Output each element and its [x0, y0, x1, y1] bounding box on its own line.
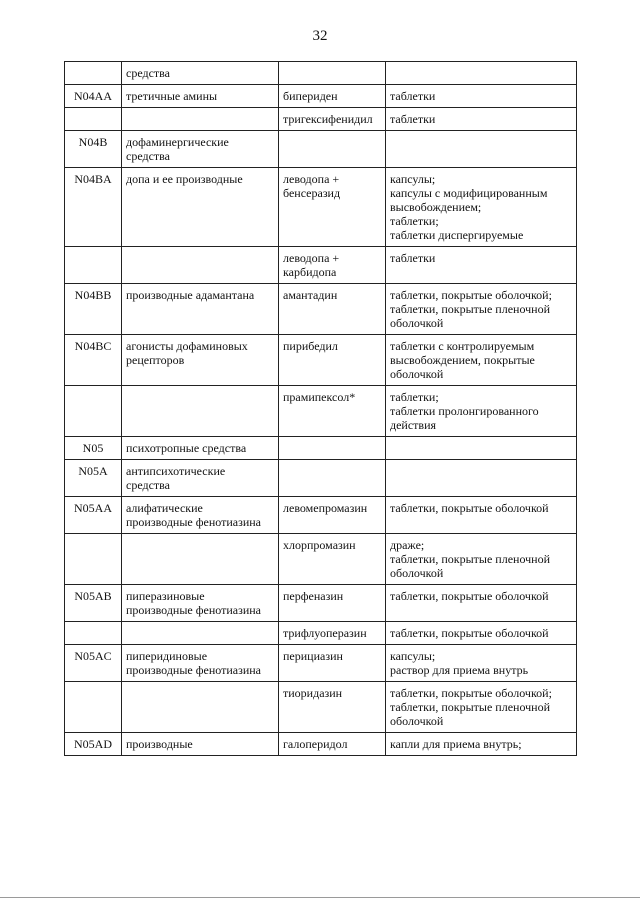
atc-code-cell: [65, 62, 122, 85]
substance-cell: хлорпромазин: [279, 534, 386, 585]
table-row: [65, 386, 577, 437]
dosage-form-cell: таблетки, покрытые оболочкой: [386, 622, 577, 645]
substance-cell: пирибедил: [279, 335, 386, 386]
dosage-form-cell: таблетки с контролируемым высвобождением, покрытые оболочкой: [386, 335, 577, 386]
table-row: [65, 62, 577, 85]
atc-code-cell: N04BC: [65, 335, 122, 386]
substance-cell: [279, 460, 386, 497]
table-row: [65, 585, 577, 622]
substance-cell: амантадин: [279, 284, 386, 335]
table-row: [65, 534, 577, 585]
substance-cell: галоперидол: [279, 733, 386, 756]
group-name-cell: агонисты дофаминовых рецепторов: [122, 335, 279, 386]
dosage-form-cell: таблетки: [386, 85, 577, 108]
scan-bottom-edge: [0, 897, 640, 898]
dosage-form-cell: таблетки: [386, 247, 577, 284]
table-row: [65, 437, 577, 460]
group-name-cell: [122, 108, 279, 131]
atc-code-cell: N05: [65, 437, 122, 460]
atc-code-cell: N04BA: [65, 168, 122, 247]
atc-code-cell: N05AD: [65, 733, 122, 756]
substance-cell: левомепромазин: [279, 497, 386, 534]
page-number: 32: [312, 28, 328, 44]
atc-drug-table: [64, 61, 577, 756]
group-name-cell: психотропные средства: [122, 437, 279, 460]
group-name-cell: [122, 534, 279, 585]
dosage-form-cell: [386, 131, 577, 168]
table-row: [65, 85, 577, 108]
dosage-form-cell: таблетки, покрытые оболочкой; таблетки, покрытые пленочной оболочкой: [386, 284, 577, 335]
table-row: [65, 168, 577, 247]
substance-cell: [279, 131, 386, 168]
dosage-form-cell: таблетки; таблетки пролонгированного действия: [386, 386, 577, 437]
table-row: [65, 497, 577, 534]
dosage-form-cell: [386, 460, 577, 497]
group-name-cell: допа и ее производные: [122, 168, 279, 247]
substance-cell: трифлуоперазин: [279, 622, 386, 645]
dosage-form-cell: таблетки, покрытые оболочкой: [386, 585, 577, 622]
group-name-cell: [122, 386, 279, 437]
dosage-form-cell: капсулы; капсулы с модифицированным высвобождением; таблетки; таблетки диспергируемые: [386, 168, 577, 247]
atc-code-cell: N05AC: [65, 645, 122, 682]
group-name-cell: третичные амины: [122, 85, 279, 108]
substance-cell: перфеназин: [279, 585, 386, 622]
atc-code-cell: [65, 247, 122, 284]
atc-code-cell: N05AA: [65, 497, 122, 534]
group-name-cell: дофаминергические средства: [122, 131, 279, 168]
table-row: [65, 284, 577, 335]
substance-cell: [279, 62, 386, 85]
atc-code-cell: N04AA: [65, 85, 122, 108]
table-row: [65, 131, 577, 168]
substance-cell: тиоридазин: [279, 682, 386, 733]
dosage-form-cell: драже; таблетки, покрытые пленочной оболочкой: [386, 534, 577, 585]
dosage-form-cell: [386, 437, 577, 460]
atc-code-cell: N04BB: [65, 284, 122, 335]
group-name-cell: [122, 622, 279, 645]
table-body: [65, 62, 577, 756]
substance-cell: [279, 437, 386, 460]
substance-cell: леводопа + карбидопа: [279, 247, 386, 284]
group-name-cell: алифатические производные фенотиазина: [122, 497, 279, 534]
group-name-cell: [122, 682, 279, 733]
table-row: [65, 247, 577, 284]
dosage-form-cell: таблетки: [386, 108, 577, 131]
table-row: [65, 460, 577, 497]
group-name-cell: антипсихотические средства: [122, 460, 279, 497]
dosage-form-cell: таблетки, покрытые оболочкой; таблетки, покрытые пленочной оболочкой: [386, 682, 577, 733]
atc-code-cell: N05AB: [65, 585, 122, 622]
table-row: [65, 645, 577, 682]
atc-code-cell: N04B: [65, 131, 122, 168]
table-row: [65, 108, 577, 131]
group-name-cell: производные адамантана: [122, 284, 279, 335]
atc-code-cell: [65, 622, 122, 645]
group-name-cell: пиперазиновые производные фенотиазина: [122, 585, 279, 622]
atc-code-cell: [65, 386, 122, 437]
table-row: [65, 682, 577, 733]
atc-code-cell: [65, 682, 122, 733]
atc-code-cell: [65, 534, 122, 585]
group-name-cell: производные: [122, 733, 279, 756]
substance-cell: перициазин: [279, 645, 386, 682]
group-name-cell: средства: [122, 62, 279, 85]
dosage-form-cell: [386, 62, 577, 85]
table-row: [65, 335, 577, 386]
dosage-form-cell: капли для приема внутрь;: [386, 733, 577, 756]
substance-cell: прамипексол*: [279, 386, 386, 437]
substance-cell: тригексифенидил: [279, 108, 386, 131]
table-row: [65, 733, 577, 756]
group-name-cell: пиперидиновые производные фенотиазина: [122, 645, 279, 682]
atc-code-cell: N05A: [65, 460, 122, 497]
group-name-cell: [122, 247, 279, 284]
atc-code-cell: [65, 108, 122, 131]
dosage-form-cell: таблетки, покрытые оболочкой: [386, 497, 577, 534]
substance-cell: леводопа + бенсеразид: [279, 168, 386, 247]
substance-cell: бипериден: [279, 85, 386, 108]
table-row: [65, 622, 577, 645]
dosage-form-cell: капсулы; раствор для приема внутрь: [386, 645, 577, 682]
